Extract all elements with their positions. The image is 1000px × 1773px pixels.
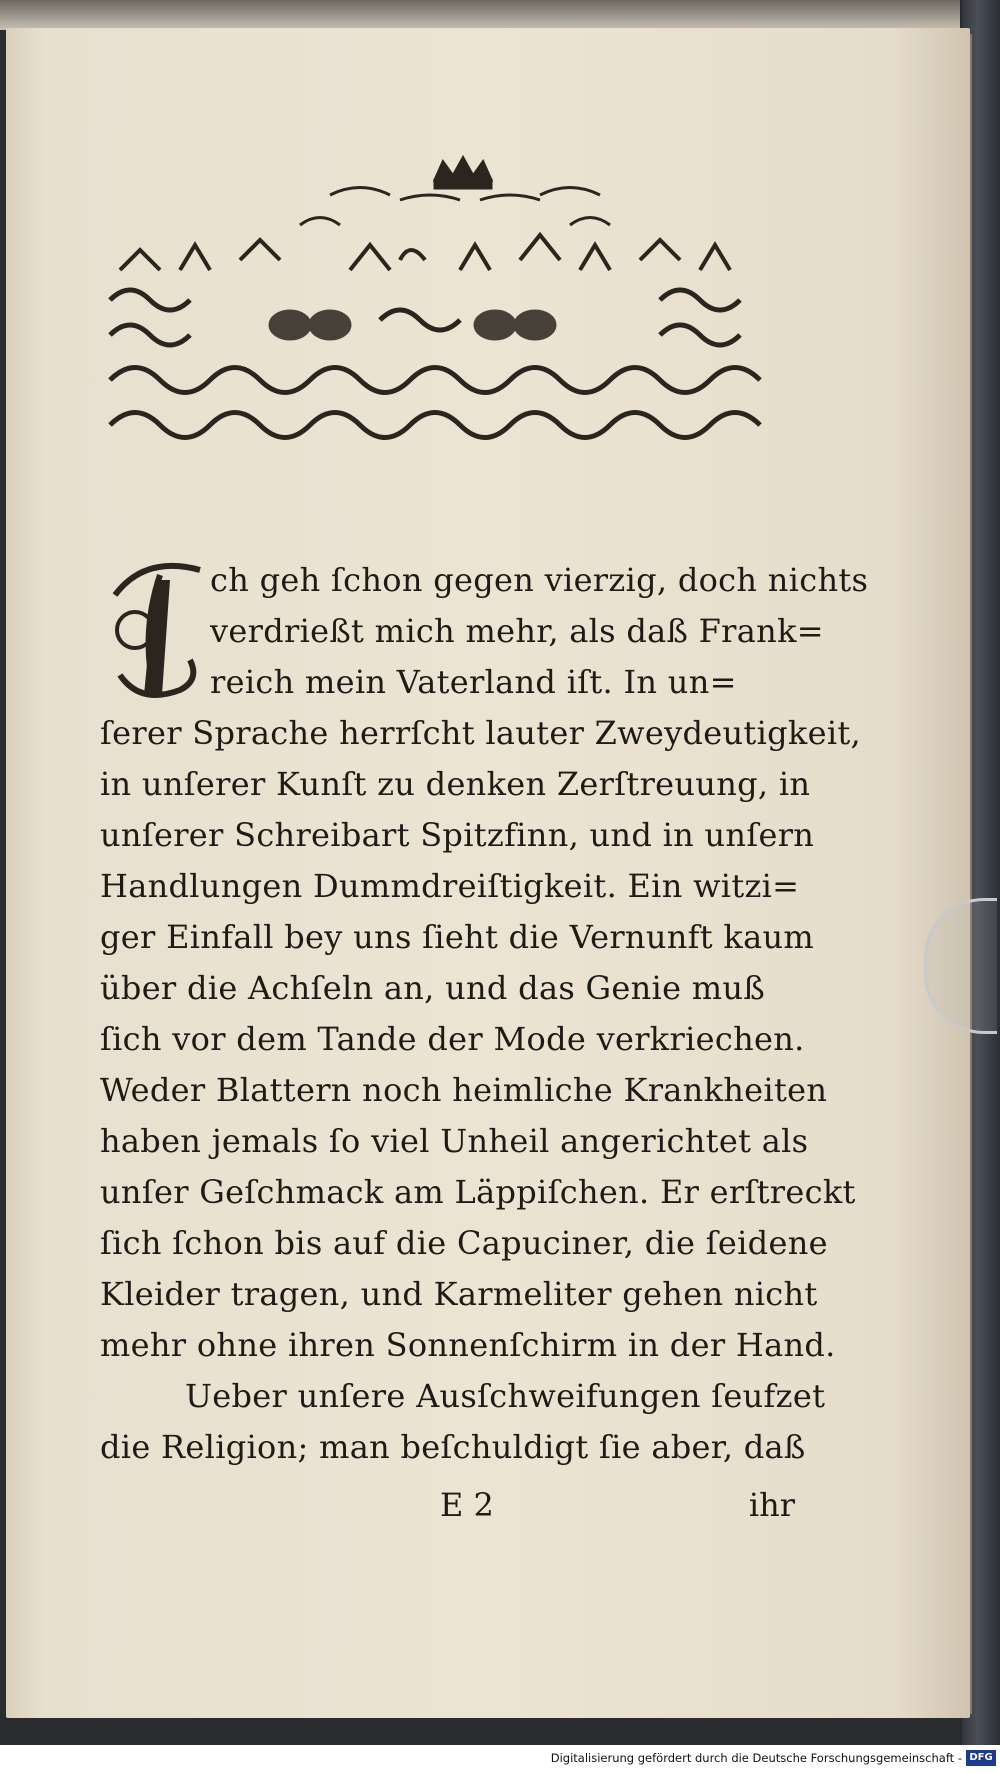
text-line: über die Achſeln an, und das Genie muß: [100, 969, 766, 1007]
text-line: verdrießt mich mehr, als daß Frank=: [210, 612, 824, 650]
credit-bar: [0, 1745, 1000, 1773]
text-line: Weder Blattern noch heimliche Krankheiten: [100, 1071, 828, 1109]
text-line: Ueber unſere Ausſchweifungen ſeufzet: [185, 1377, 826, 1415]
body-text: [100, 555, 869, 1473]
decorative-headpiece: [100, 150, 790, 470]
text-line: ch geh ſchon gegen vierzig, doch nichts: [210, 561, 869, 599]
page-footer: [100, 1480, 795, 1530]
text-line: ſich vor dem Tande der Mode verkriechen.: [100, 1020, 805, 1058]
text-line: ger Einfall bey uns ſieht die Vernunft kaum: [100, 918, 815, 956]
text-line: reich mein Vaterland iſt. In un=: [210, 663, 737, 701]
text-line: ſerer Sprache herrſcht lauter Zweydeutigkeit,: [100, 714, 861, 752]
text-line: mehr ohne ihren Sonnenſchirm in der Hand.: [100, 1326, 836, 1364]
digitization-credit: Digitalisierung gefördert durch die Deutsche Forschungsgemeinschaft -: [550, 1751, 962, 1765]
catchword: ihr: [748, 1486, 795, 1524]
text-line: die Religion; man beſchuldigt ſie aber, daß: [100, 1428, 806, 1466]
text-line: Handlungen Dummdreiſtigkeit. Ein witzi=: [100, 867, 800, 905]
bookmark-clip: [924, 898, 997, 1034]
signature-mark: E 2: [440, 1486, 494, 1524]
text-line: in unſerer Kunſt zu denken Zerſtreuung, in: [100, 765, 811, 803]
text-line: Kleider tragen, und Karmeliter gehen nicht: [100, 1275, 818, 1313]
text-line: ſich ſchon bis auf die Capuciner, die ſeidene: [100, 1224, 828, 1262]
text-line: haben jemals ſo viel Unheil angerichtet als: [100, 1122, 809, 1160]
text-line: unſer Geſchmack am Läppiſchen. Er erſtreckt: [100, 1173, 856, 1211]
text-line: unſerer Schreibart Spitzfinn, und in unſern: [100, 816, 815, 854]
dropcap-initial: [100, 555, 210, 715]
dfg-logo: DFG: [966, 1750, 996, 1766]
page-top-edge: [0, 0, 960, 30]
